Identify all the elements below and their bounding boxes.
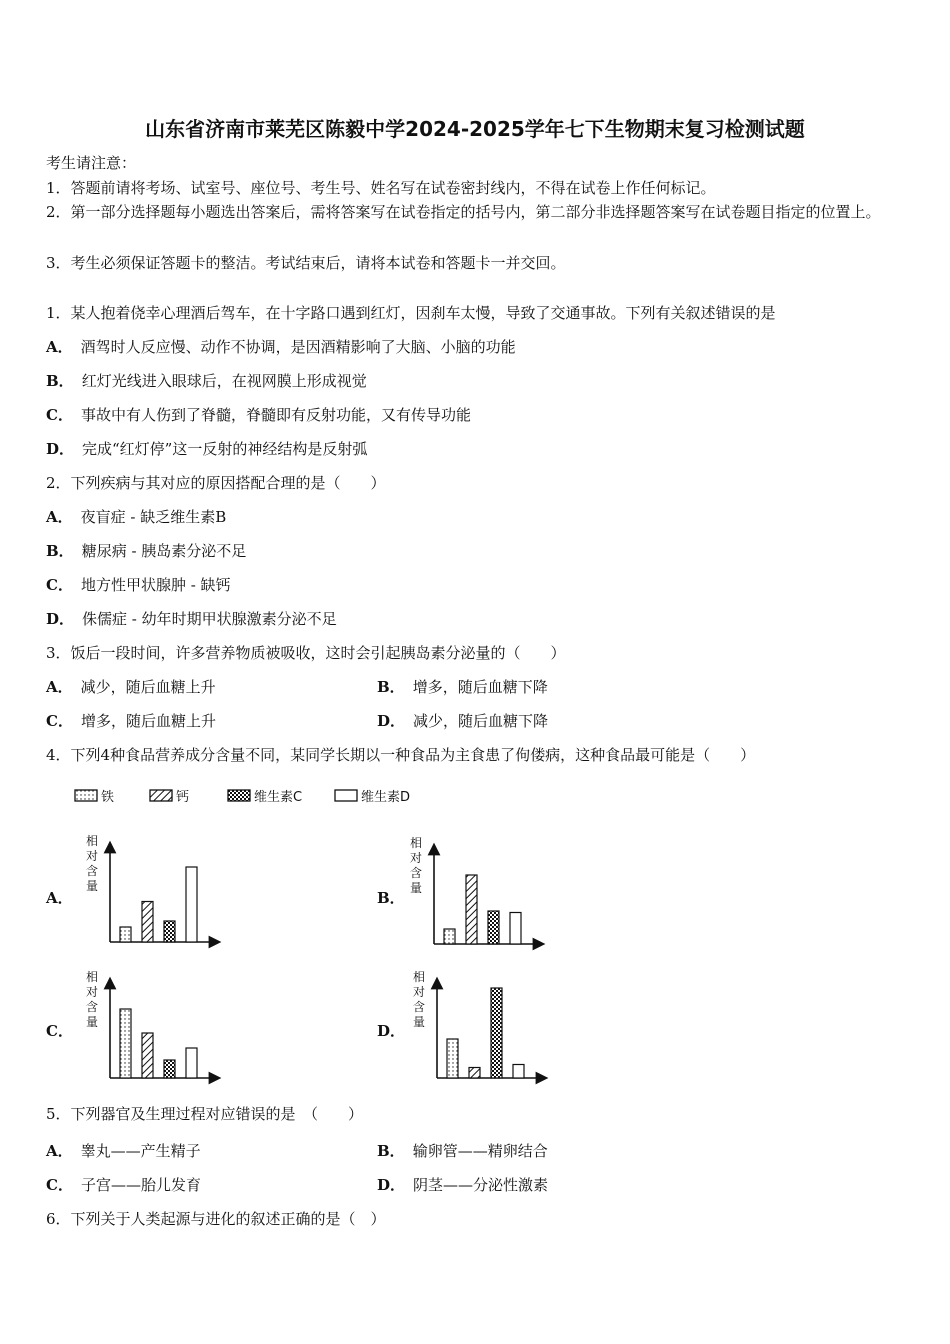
y-axis-label-char: 量	[410, 881, 423, 895]
option-label: C．	[46, 1176, 73, 1194]
option-label: D．	[46, 440, 75, 458]
bar-C-2	[164, 1060, 175, 1078]
bar-C-1	[142, 1033, 153, 1078]
notice-item: 1．答题前请将考场、试室号、座位号、考生号、姓名写在试卷密封线内，不得在试卷上作任何标记。	[46, 179, 716, 197]
option-c	[46, 710, 216, 731]
legend-label: 维生素D	[361, 790, 411, 805]
option-d	[46, 608, 337, 629]
bar-D-3	[513, 1065, 524, 1079]
bar-B-2	[488, 911, 499, 944]
option-label: C．	[46, 712, 73, 730]
legend-swatch-2	[228, 790, 250, 801]
bar-B-3	[510, 913, 521, 945]
chart-C	[86, 969, 215, 1078]
option-label: A．	[46, 508, 73, 526]
bar-A-0	[120, 927, 131, 942]
option-label: A．	[46, 338, 73, 356]
option-c	[46, 574, 231, 595]
option-label: D．	[46, 610, 75, 628]
y-axis-label-char: 含	[86, 1000, 99, 1014]
option-a	[46, 676, 216, 697]
notice-item: 3．考生必须保证答题卡的整洁。考试结束后，请将本试卷和答题卡一并交回。	[46, 254, 566, 272]
option-label: C．	[46, 576, 73, 594]
option-label: A．	[46, 678, 73, 696]
question-stem: 2．下列疾病与其对应的原因搭配合理的是（ ）	[46, 474, 386, 492]
option-b	[377, 887, 413, 908]
y-axis-label-char: 量	[86, 879, 99, 893]
option-b	[377, 676, 548, 697]
y-axis-label-char: 相	[86, 834, 99, 848]
option-d	[46, 438, 367, 459]
bar-B-0	[444, 929, 455, 944]
bar-C-3	[186, 1048, 197, 1078]
option-b	[46, 370, 367, 391]
chart-D	[413, 969, 542, 1078]
bar-A-1	[142, 902, 153, 943]
option-text: 增多，随后血糖下降	[412, 678, 548, 696]
option-text: 红灯光线进入眼球后，在视网膜上形成视觉	[81, 372, 367, 390]
question-stem: 5．下列器官及生理过程对应错误的是 （ ）	[46, 1105, 364, 1123]
legend-swatch-0	[75, 790, 97, 801]
option-label: B．	[46, 542, 74, 560]
notice-item: 2．第一部分选择题每小题选出答案后，需将答案写在试卷指定的括号内，第二部分非选择题答案写在试卷题目指定的位置上。	[46, 203, 881, 221]
y-axis-label-char: 相	[86, 970, 99, 984]
y-axis-label-char: 量	[413, 1015, 426, 1029]
option-label: C．	[46, 406, 73, 424]
option-text: 事故中有人伤到了脊髓，脊髓即有反射功能，又有传导功能	[80, 406, 471, 424]
y-axis-label-char: 对	[413, 985, 426, 999]
legend-label: 铁	[101, 790, 115, 805]
option-text: 地方性甲状腺肿 - 缺钙	[80, 576, 231, 594]
option-text: 子宫——胎儿发育	[80, 1176, 201, 1194]
option-b	[46, 540, 246, 561]
y-axis-label-char: 含	[410, 866, 423, 880]
nutrient-charts	[0, 770, 950, 1100]
y-axis-label-char: 对	[86, 849, 99, 863]
bar-D-1	[469, 1068, 480, 1079]
legend-label: 钙	[176, 790, 190, 805]
option-d	[377, 1020, 413, 1041]
option-b	[377, 1140, 548, 1161]
option-d	[377, 710, 548, 731]
chart-A	[86, 833, 215, 942]
y-axis-label-char: 对	[86, 985, 99, 999]
y-axis-label-char: 相	[410, 836, 423, 850]
option-text: 侏儒症 - 幼年时期甲状腺激素分泌不足	[82, 610, 337, 628]
bar-C-0	[120, 1009, 131, 1078]
option-label: C．	[46, 1022, 73, 1040]
y-axis-label-char: 含	[413, 1000, 426, 1014]
option-label: D．	[377, 712, 406, 730]
page-title: 山东省济南市莱芜区陈毅中学2024-2025学年七下生物期末复习检测试题	[145, 117, 805, 141]
chart-legend	[75, 789, 410, 805]
option-text: 睾丸——产生精子	[80, 1142, 201, 1160]
option-label: A．	[46, 889, 73, 907]
bar-A-3	[186, 867, 197, 942]
option-label: D．	[377, 1022, 406, 1040]
option-text: 完成“红灯停”这一反射的神经结构是反射弧	[82, 440, 368, 458]
option-text: 糖尿病 - 胰岛素分泌不足	[81, 542, 247, 560]
question-stem: 4．下列4种食品营养成分含量不同，某同学长期以一种食品为主食患了佝偻病，这种食品最可能是（ ）	[46, 746, 756, 764]
option-c	[46, 404, 471, 425]
notice-heading: 考生请注意：	[46, 154, 137, 172]
question-stem: 6．下列关于人类起源与进化的叙述正确的是（ ）	[46, 1210, 386, 1228]
option-text: 夜盲症 - 缺乏维生素B	[80, 508, 227, 526]
option-label: A．	[46, 1142, 73, 1160]
bar-B-1	[466, 875, 477, 944]
option-a	[46, 506, 226, 527]
option-label: B．	[377, 678, 405, 696]
option-label: B．	[377, 1142, 405, 1160]
bar-A-2	[164, 921, 175, 942]
y-axis-label-char: 量	[86, 1015, 99, 1029]
legend-label: 维生素C	[254, 790, 303, 805]
option-text: 增多，随后血糖上升	[80, 712, 216, 730]
option-a	[46, 336, 516, 357]
option-text: 酒驾时人反应慢、动作不协调，是因酒精影响了大脑、小脑的功能	[80, 338, 516, 356]
y-axis-label-char: 相	[413, 970, 426, 984]
option-text: 减少，随后血糖下降	[413, 712, 549, 730]
option-label: D．	[377, 1176, 406, 1194]
question-stem: 1．某人抱着侥幸心理酒后驾车，在十字路口遇到红灯，因刹车太慢，导致了交通事故。下列有关叙述错误的是	[46, 304, 776, 322]
option-label: B．	[46, 372, 74, 390]
chart-B	[410, 835, 539, 944]
option-c	[46, 1020, 81, 1041]
legend-swatch-1	[150, 790, 172, 801]
bar-D-2	[491, 988, 502, 1078]
option-text: 输卵管——精卵结合	[412, 1142, 548, 1160]
option-c	[46, 1174, 201, 1195]
option-a	[46, 887, 81, 908]
y-axis-label-char: 对	[410, 851, 423, 865]
y-axis-label-char: 含	[86, 864, 99, 878]
bar-D-0	[447, 1039, 458, 1078]
legend-swatch-3	[335, 790, 357, 801]
option-a	[46, 1140, 201, 1161]
option-d	[377, 1174, 548, 1195]
option-text: 减少，随后血糖上升	[80, 678, 216, 696]
question-stem: 3．饭后一段时间，许多营养物质被吸收，这时会引起胰岛素分泌量的（ ）	[46, 644, 566, 662]
option-label: B．	[377, 889, 405, 907]
option-text: 阴茎——分泌性激素	[413, 1176, 549, 1194]
